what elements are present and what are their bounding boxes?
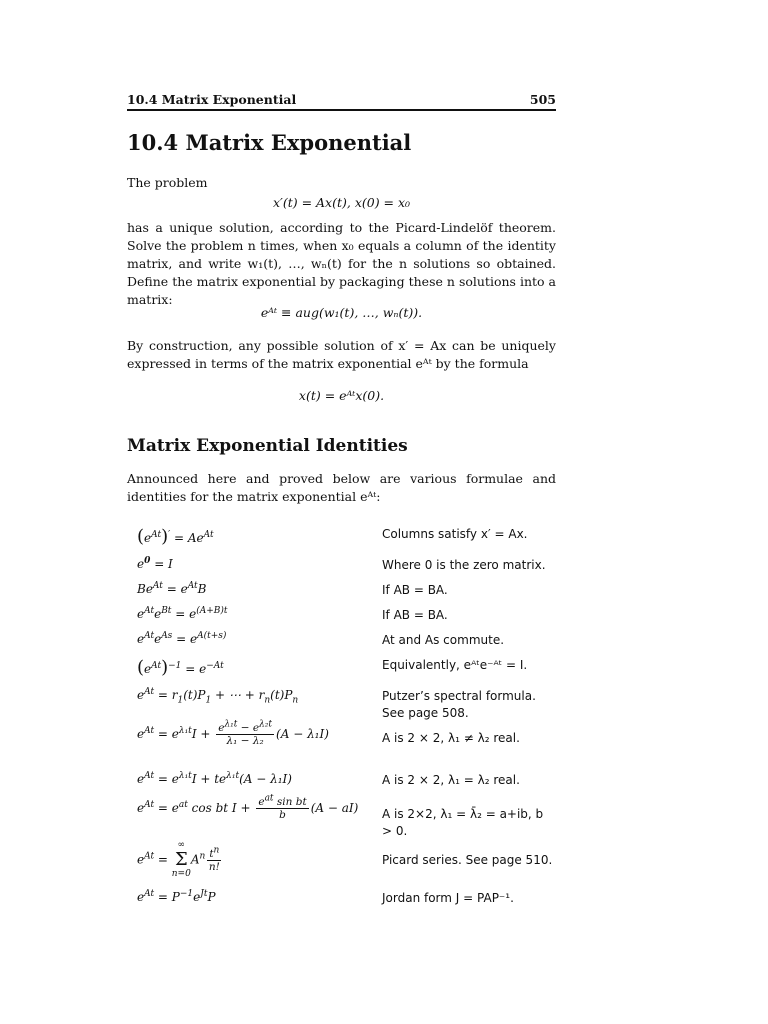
identity-formula: $Be^{At} = e^{At}B$	[137, 581, 207, 596]
identity-note: Jordan form J = PAP⁻¹.	[382, 891, 514, 905]
identity-formula: $e^{At} = e^{\lambda_1t}I + te^{\lambda_1t}(A - \lambda_1I)$	[137, 771, 292, 786]
identity-formula: $e^{At}$ = ∞ Σ n=0 $A^n$ $\frac{t^n}{n!}$	[137, 840, 220, 879]
identity-formula: $(e^{At})^{-1} = e^{-At}$	[137, 657, 224, 678]
identity-formula: $e^{At}e^{Bt} = e^{(A+B)t}$	[137, 606, 228, 621]
identity-note: Columns satisfy x′ = Ax.	[382, 527, 528, 541]
identity-note: Equivalently, eᴬᵗe⁻ᴬᵗ = I.	[382, 658, 528, 672]
definition-equation: eᴬᵗ ≡ aug(w₁(t), …, wₙ(t)).	[260, 305, 423, 320]
identity-note: A is 2 × 2, λ₁ = λ₂ real.	[382, 773, 520, 787]
identity-note: Where 0 is the zero matrix.	[382, 558, 546, 572]
subsection-title: Matrix Exponential Identities	[127, 436, 408, 456]
identity-formula: $e^{At} = e^{\lambda_1t}I$ + $\frac{e^{\lambda_1t} - e^{\lambda_2t}}{\text{λ₁ − λ₂}}$ (A − λ₁I)	[137, 719, 329, 747]
identity-formula: $e^{At} = P^{-1}e^{Jt}P$	[137, 889, 216, 904]
ivp-equation: x′(t) = Ax(t), x(0) = x₀	[272, 195, 411, 210]
identity-formula: $e^{At} = e^{at}$ cos bt I + $\frac{e^{at} \sin bt}{b}$ (A − aI)	[137, 793, 359, 821]
identity-note: At and As commute.	[382, 633, 505, 647]
identity-note: Picard series. See page 510.	[382, 853, 553, 867]
header-rule	[127, 109, 556, 111]
identity-note: A is 2×2, λ₁ = λ̄₂ = a+ib, b > 0.	[382, 807, 544, 838]
intro-lead: The problem	[127, 175, 208, 190]
identity-formula: $(e^{At})' = Ae^{At}$	[137, 526, 214, 547]
identity-formula: $e^{At} = r_1(t)P_1$ + ⋯ + $r_n(t)P_n$	[137, 687, 299, 706]
page-number: 505	[529, 92, 556, 107]
running-head-section: 10.4 Matrix Exponential	[127, 92, 297, 107]
identity-note: A is 2 × 2, λ₁ ≠ λ₂ real.	[382, 731, 520, 745]
subsection-intro: Announced here and proved below are various formulae and identities for the matrix exponential eᴬᵗ:	[127, 471, 556, 504]
intro-paragraph-2: By construction, any possible solution of x′ = Ax can be uniquely expressed in terms of the matrix exponential eᴬᵗ by the formula	[127, 338, 556, 371]
intro-paragraph-1: has a unique solution, according to the Picard-Lindelöf theorem. Solve the problem n times, when x₀ equals a column of the identity matrix, and write w₁(t), …, wₙ(t) for the n solutions so obtained. Define the matrix exponential by packaging these n solutions into a matrix:	[127, 220, 556, 307]
solution-equation: x(t) = eᴬᵗx(0).	[298, 388, 385, 403]
identity-note: Putzer’s spectral formula. See page 508.	[382, 689, 536, 720]
identity-formula: $e^{At}e^{As} = e^{A(t+s)}$	[137, 631, 227, 646]
section-title: 10.4 Matrix Exponential	[127, 130, 412, 155]
running-head	[127, 92, 556, 107]
identity-note: If AB = BA.	[382, 608, 448, 622]
identity-formula: $e^0 = I$	[137, 556, 173, 571]
identity-note: If AB = BA.	[382, 583, 448, 597]
